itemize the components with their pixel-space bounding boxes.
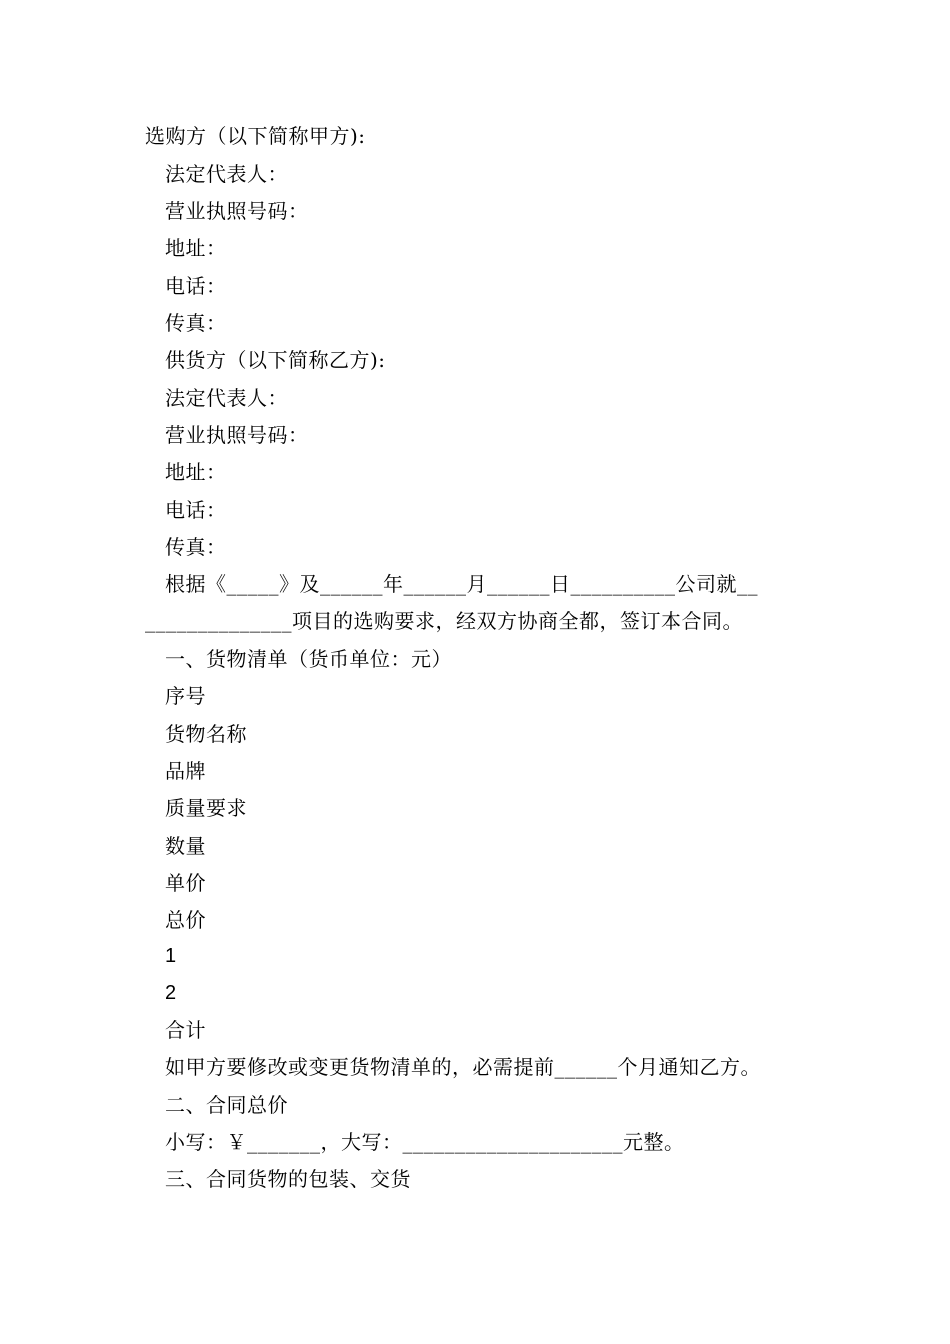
supplier-phone: 电话： xyxy=(165,498,227,522)
column-header-quality: 质量要求 xyxy=(165,796,247,820)
total-label: 合计 xyxy=(165,1018,206,1042)
buyer-legal-rep: 法定代表人： xyxy=(165,162,288,186)
column-header-index: 序号 xyxy=(165,684,206,708)
buyer-heading: 选购方（以下简称甲方): xyxy=(145,124,366,148)
buyer-fax: 传真： xyxy=(165,311,227,335)
row-number-2: 2 xyxy=(165,982,177,1004)
modification-note: 如甲方要修改或变更货物清单的，必需提前______个月通知乙方。 xyxy=(165,1055,761,1079)
supplier-license-no: 营业执照号码： xyxy=(165,423,309,447)
supplier-address: 地址： xyxy=(165,460,227,484)
supplier-heading: 供货方（以下简称乙方): xyxy=(165,348,386,372)
amount-line: 小写：￥_______，大写：_____________________元整。 xyxy=(165,1130,685,1154)
buyer-phone: 电话： xyxy=(165,274,227,298)
column-header-quantity: 数量 xyxy=(165,834,206,858)
supplier-fax: 传真： xyxy=(165,535,227,559)
row-number-1: 1 xyxy=(165,945,177,967)
buyer-license-no: 营业执照号码： xyxy=(165,199,309,223)
section3-title: 三、合同货物的包装、交货 xyxy=(165,1167,411,1191)
column-header-brand: 品牌 xyxy=(165,759,206,783)
section2-title: 二、合同总价 xyxy=(165,1093,288,1117)
supplier-legal-rep: 法定代表人： xyxy=(165,386,288,410)
column-header-total-price: 总价 xyxy=(165,908,206,932)
column-header-goods-name: 货物名称 xyxy=(165,722,247,746)
buyer-address: 地址： xyxy=(165,236,227,260)
section1-title: 一、货物清单（货币单位：元） xyxy=(165,647,452,671)
column-header-unit-price: 单价 xyxy=(165,871,206,895)
preamble-line-1: 根据《_____》及______年______月______日__________公司就__ xyxy=(165,572,758,596)
preamble-line-2: ______________项目的选购要求，经双方协商全都，签订本合同。 xyxy=(145,609,743,633)
